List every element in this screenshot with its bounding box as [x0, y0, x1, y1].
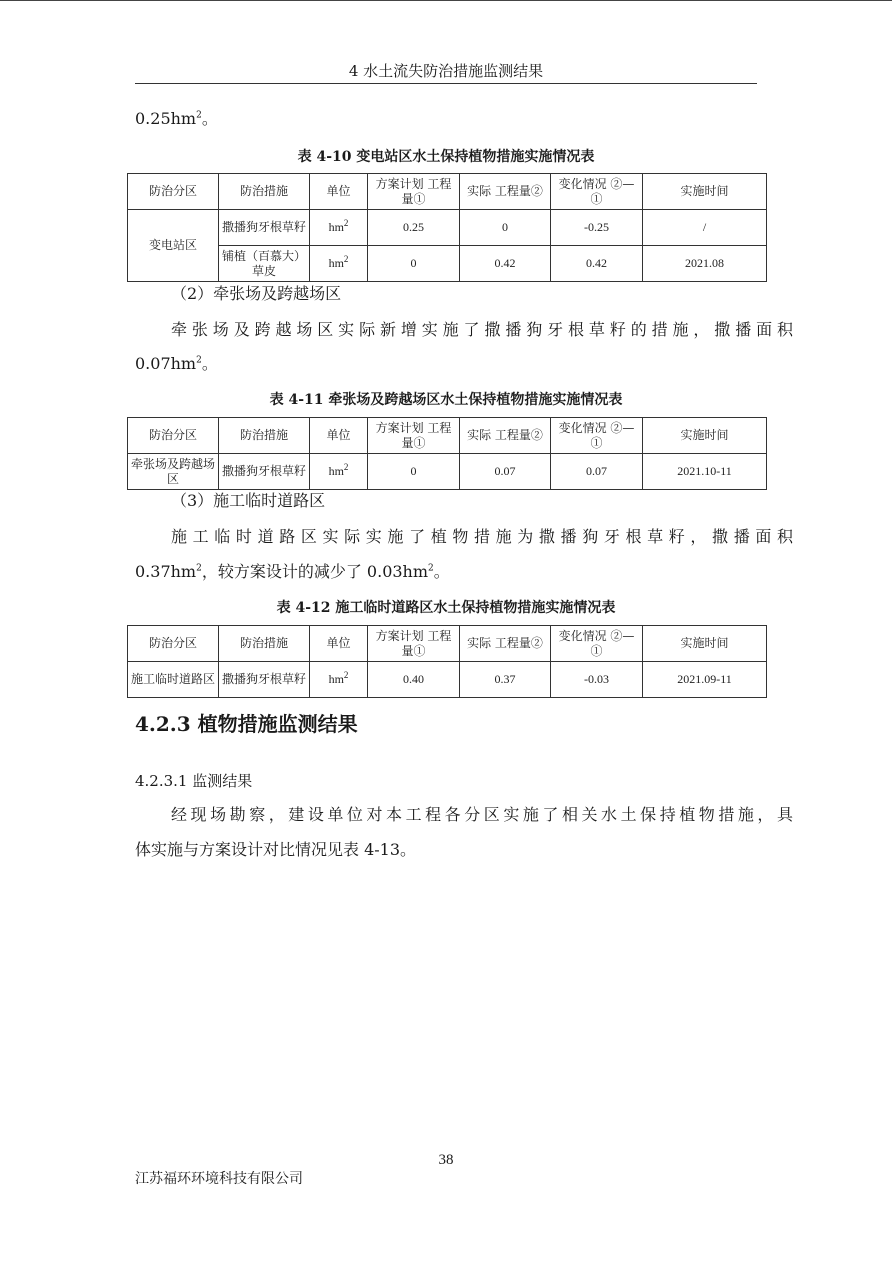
change-cell: -0.03	[551, 662, 643, 698]
header-cell: 方案计划 工程量①	[368, 626, 460, 662]
section-2-para-line1: 牵张场及跨越场区实际新增实施了撒播狗牙根草籽的措施，撒播面积	[171, 320, 793, 339]
section-3-para-line2: $0.37hm^2$，较方案设计的减少了 $0.03hm^2$。	[135, 562, 450, 581]
table-4-10	[127, 173, 767, 282]
intro-sup: 2	[196, 110, 202, 121]
intro-tail: 。	[201, 109, 218, 128]
plan-cell: 0	[368, 454, 460, 490]
header-cell: 实际 工程量②	[460, 626, 551, 662]
table-4-12	[127, 625, 767, 698]
table-header-row	[128, 174, 767, 210]
section-4-2-3-1-title: 4.2.3.1 监测结果	[135, 772, 253, 790]
time-cell: 2021.08	[643, 246, 767, 282]
intro-line	[135, 109, 757, 129]
table-row	[128, 210, 767, 246]
time-cell: /	[643, 210, 767, 246]
table-header-row	[128, 626, 767, 662]
unit-cell: $hm^2$	[310, 246, 368, 282]
header-cell: 实际 工程量②	[460, 174, 551, 210]
final-para-line1: 经现场勘察，建设单位对本工程各分区实施了相关水土保持植物措施，具	[171, 805, 793, 824]
intro-value: 0.25hm	[135, 109, 197, 128]
change-cell: 0.07	[551, 454, 643, 490]
section-2-para-line2: $0.07hm^2$。	[135, 354, 218, 373]
plan-cell: 0.40	[368, 662, 460, 698]
measure-cell: 撒播狗牙根草籽	[219, 662, 310, 698]
zone-cell: 牵张场及跨越场区	[128, 454, 219, 490]
section-3-para-line1: 施工临时道路区实际实施了植物措施为撒播狗牙根草籽，撒播面积	[171, 527, 793, 546]
table-header-row	[128, 418, 767, 454]
header-cell: 防治措施	[219, 174, 310, 210]
change-cell: -0.25	[551, 210, 643, 246]
header-cell: 单位	[310, 626, 368, 662]
table-4-10-caption: 表 4-10 变电站区水土保持植物措施实施情况表	[297, 149, 595, 165]
header-cell: 方案计划 工程量①	[368, 174, 460, 210]
measure-cell: 撒播狗牙根草籽	[219, 454, 310, 490]
table-4-11	[127, 417, 767, 490]
unit-cell: $hm^2$	[310, 210, 368, 246]
actual-cell: 0.42	[460, 246, 551, 282]
header-cell: 变化情况 ②—①	[551, 174, 643, 210]
header-cell: 实施时间	[643, 418, 767, 454]
running-header: 4 水土流失防治措施监测结果	[348, 62, 544, 80]
header-cell: 变化情况 ②—①	[551, 626, 643, 662]
header-cell: 单位	[310, 174, 368, 210]
table-row	[128, 662, 767, 698]
table-4-12-caption: 表 4-12 施工临时道路区水土保持植物措施实施情况表	[276, 600, 616, 616]
change-cell: 0.42	[551, 246, 643, 282]
plan-cell: 0.25	[368, 210, 460, 246]
zone-cell: 施工临时道路区	[128, 662, 219, 698]
actual-cell: 0	[460, 210, 551, 246]
header-cell: 防治措施	[219, 418, 310, 454]
time-cell: 2021.09-11	[643, 662, 767, 698]
final-para-line2: 体实施与方案设计对比情况见表 4-13。	[135, 840, 417, 859]
section-2-heading: （2）牵张场及跨越场区	[171, 284, 342, 303]
table-4-11-caption: 表 4-11 牵张场及跨越场区水土保持植物措施实施情况表	[269, 392, 623, 408]
header-cell: 防治分区	[128, 174, 219, 210]
header-cell: 实际 工程量②	[460, 418, 551, 454]
header-cell: 实施时间	[643, 626, 767, 662]
header-cell: 防治分区	[128, 418, 219, 454]
unit-cell: $hm^2$	[310, 454, 368, 490]
section-3-heading: （3）施工临时道路区	[171, 491, 326, 510]
time-cell: 2021.10-11	[643, 454, 767, 490]
page-top-border	[0, 0, 892, 1]
actual-cell: 0.37	[460, 662, 551, 698]
actual-cell: 0.07	[460, 454, 551, 490]
plan-cell: 0	[368, 246, 460, 282]
measure-cell: 铺植（百慕大）草皮	[219, 246, 310, 282]
zone-cell: 变电站区	[128, 210, 219, 282]
unit-cell: $hm^2$	[310, 662, 368, 698]
header-cell: 变化情况 ②—①	[551, 418, 643, 454]
header-cell: 方案计划 工程量①	[368, 418, 460, 454]
measure-cell: 撒播狗牙根草籽	[219, 210, 310, 246]
header-cell: 单位	[310, 418, 368, 454]
table-row	[128, 246, 767, 282]
header-rule	[135, 83, 757, 84]
page-number: 38	[438, 1152, 454, 1168]
header-cell: 防治措施	[219, 626, 310, 662]
header-cell: 防治分区	[128, 626, 219, 662]
table-row	[128, 454, 767, 490]
section-4-2-3-title: 4.2.3 植物措施监测结果	[135, 712, 358, 736]
header-cell: 实施时间	[643, 174, 767, 210]
company-name: 江苏福环环境科技有限公司	[135, 1171, 303, 1187]
